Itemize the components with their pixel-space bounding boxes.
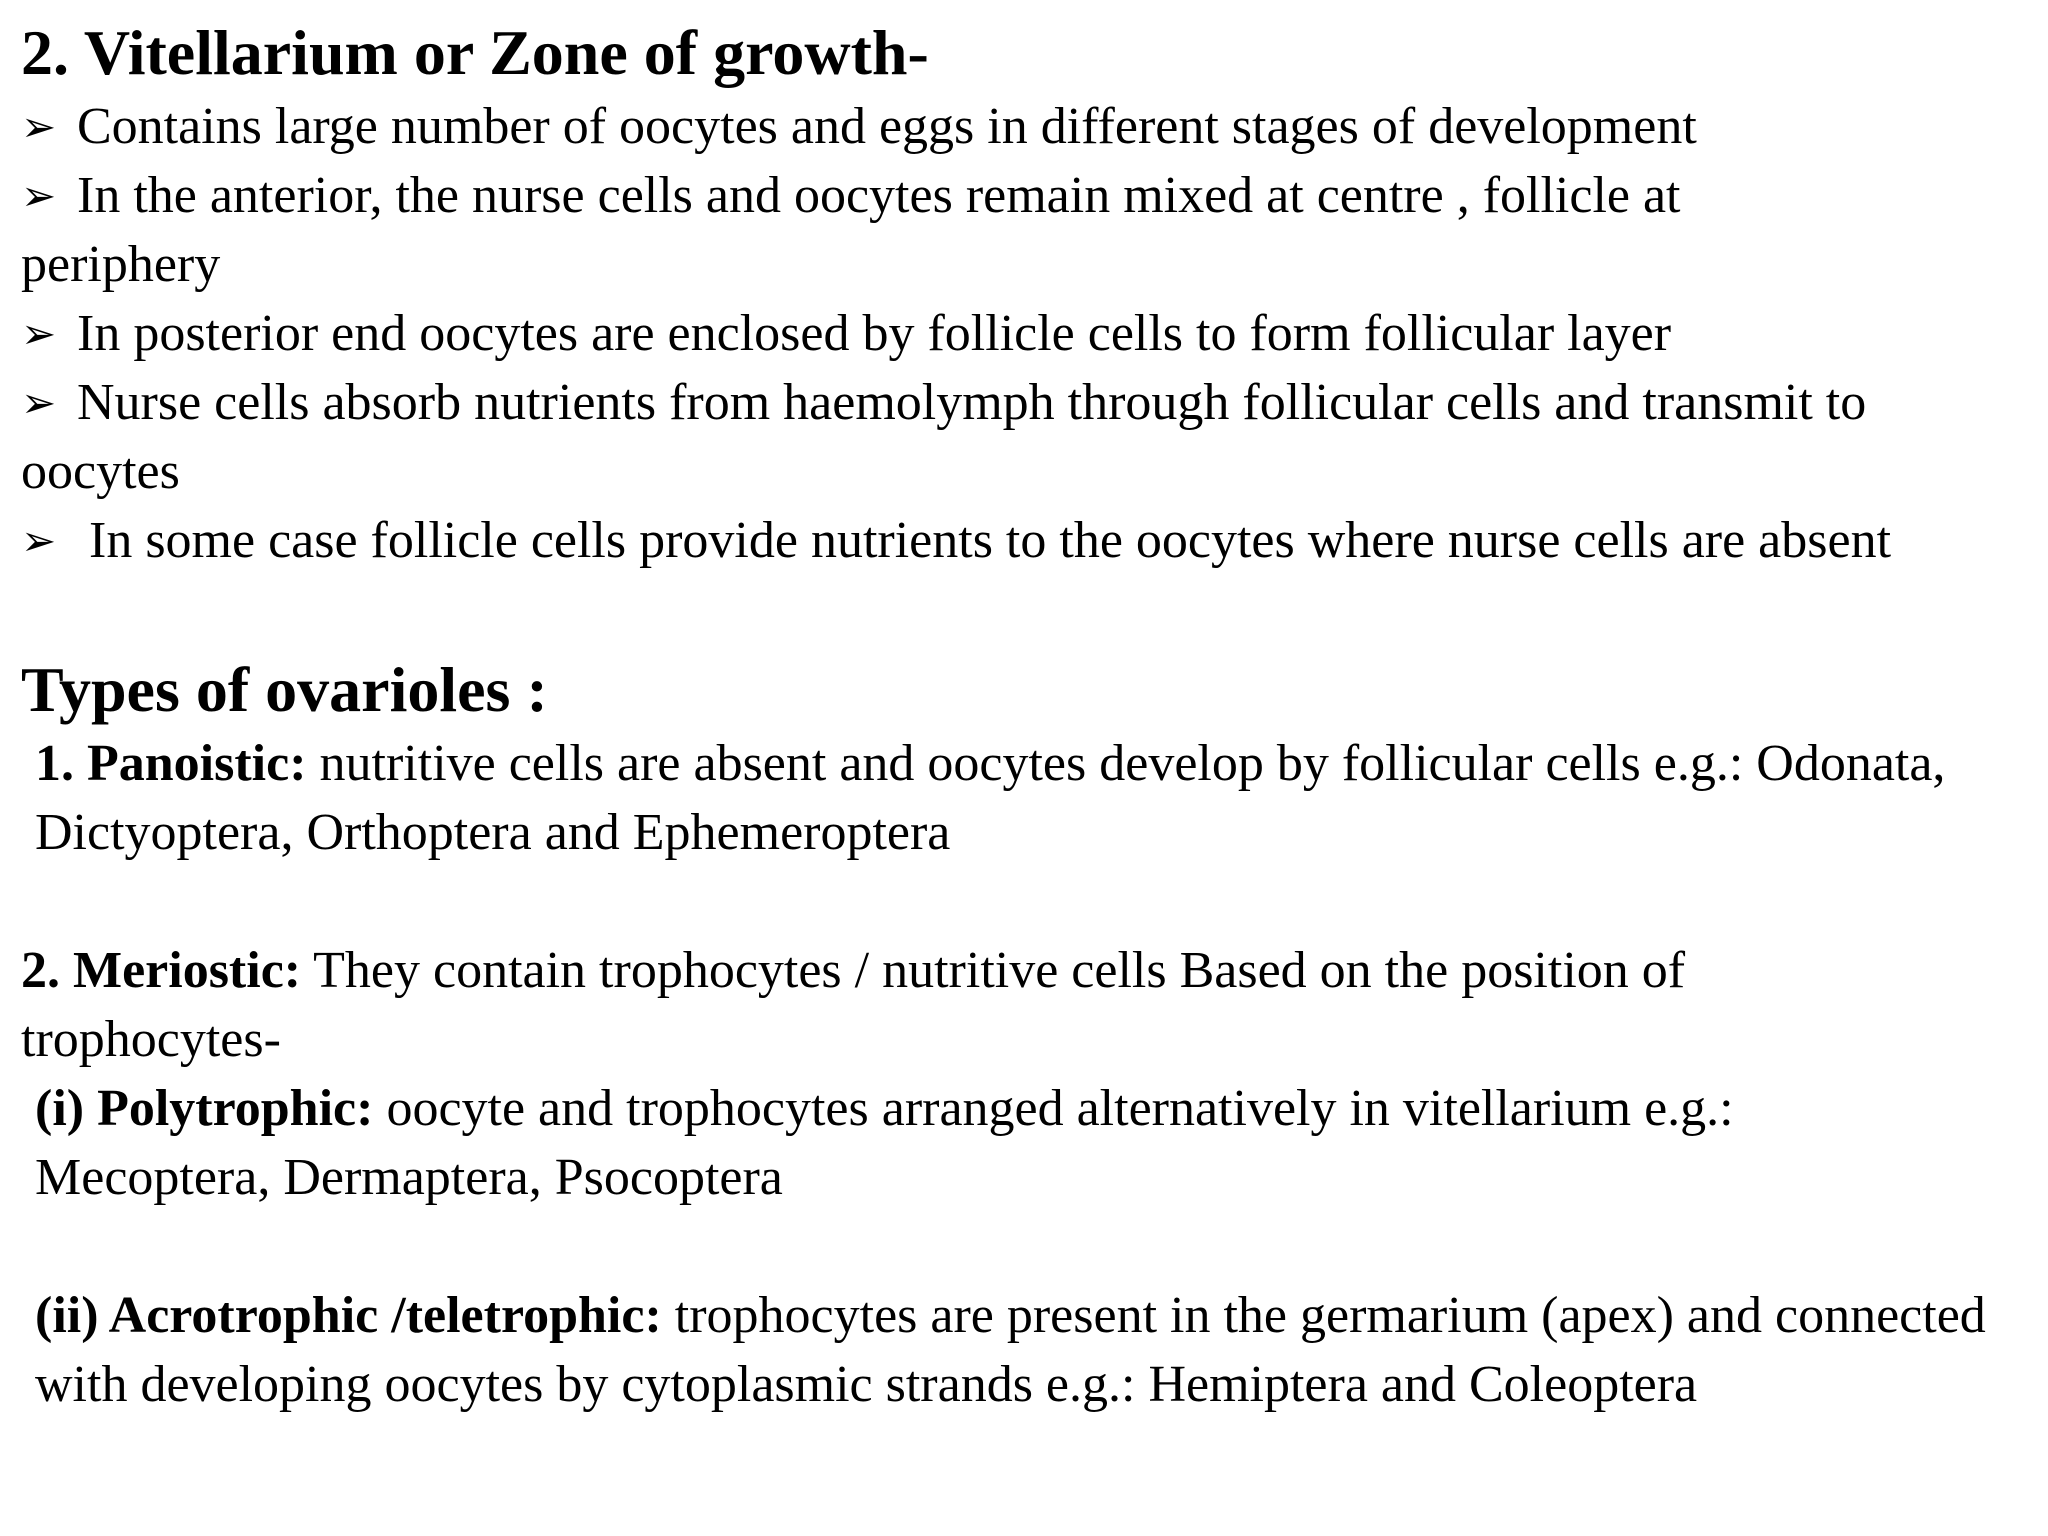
bullet-item: [21, 299, 1921, 368]
bullet-text: Nurse cells absorb nutrients from haemolymph through follicular cells and transmit to oocytes: [21, 374, 1867, 500]
bullet-item: [21, 368, 2031, 506]
acrotrophic-text: trophocytes are present in the germarium (apex) and connected with developing oocytes by cytoplasmic strands e.g.: Hemiptera and Coleoptera: [35, 1287, 1986, 1413]
polytrophic-term: (i) Polytrophic:: [35, 1080, 374, 1137]
meriostic-text: They contain trophocytes / nutritive cells Based on the position of trophocytes-: [21, 942, 1686, 1068]
bullet-text: Contains large number of oocytes and eggs in different stages of development: [77, 98, 1697, 155]
polytrophic-text: oocyte and trophocytes arranged alternatively in vitellarium e.g.: Mecoptera, Dermaptera, Psocoptera: [35, 1080, 1734, 1206]
section-title: 2. Vitellarium or Zone of growth-: [21, 17, 929, 88]
arrow-bullet-icon: ➢: [21, 378, 57, 427]
panoistic-text: nutritive cells are absent and oocytes develop by follicular cells e.g.: Odonata, Dictyoptera, Orthoptera and Ephemeroptera: [35, 735, 1946, 861]
panoistic-term: 1. Panoistic:: [35, 735, 307, 792]
acrotrophic-paragraph: [21, 1281, 1995, 1419]
arrow-bullet-icon: ➢: [21, 516, 57, 565]
meriostic-paragraph: [21, 936, 1921, 1074]
bullet-text: In some case follicle cells provide nutrients to the oocytes where nurse cells are absent: [89, 512, 1892, 569]
arrow-bullet-icon: ➢: [21, 309, 57, 358]
bullet-text: In the anterior, the nurse cells and oocytes remain mixed at centre , follicle at periphery: [21, 167, 1681, 293]
bullet-item: [21, 92, 1921, 161]
polytrophic-paragraph: [21, 1074, 1975, 1212]
bullet-item: [21, 161, 1891, 299]
types-title: Types of ovarioles :: [21, 654, 548, 725]
arrow-bullet-icon: ➢: [21, 171, 57, 220]
bullet-text: In posterior end oocytes are enclosed by follicle cells to form follicular layer: [77, 305, 1672, 362]
acrotrophic-term: (ii) Acrotrophic /teletrophic:: [35, 1287, 662, 1344]
panoistic-paragraph: [21, 729, 1975, 867]
arrow-bullet-icon: ➢: [21, 102, 57, 151]
bullet-item: [21, 506, 1961, 575]
meriostic-term: 2. Meriostic:: [21, 942, 302, 999]
